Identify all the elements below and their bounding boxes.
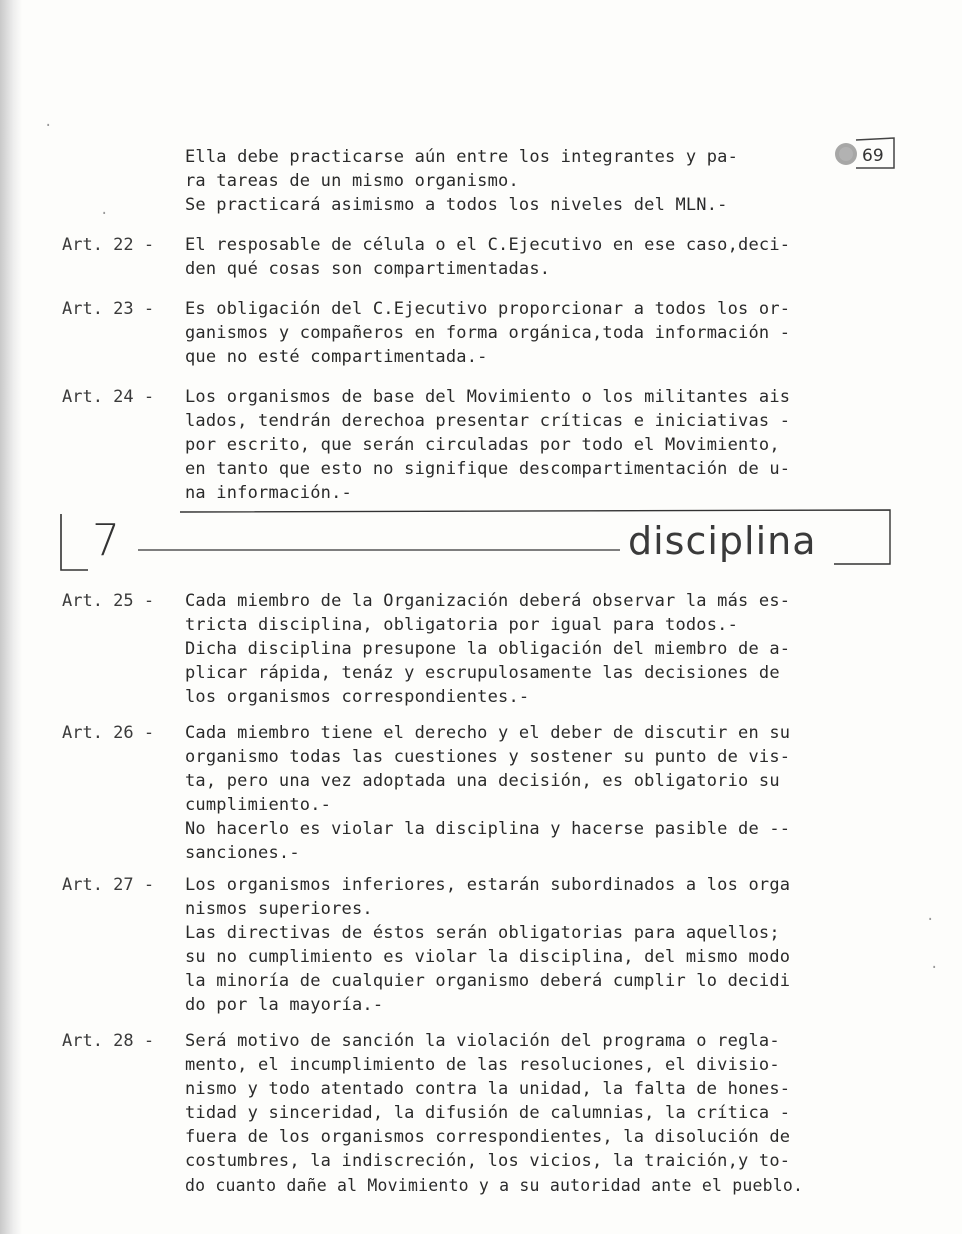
article-label: Art. 28 - — [62, 1031, 155, 1051]
article-line: ganismos y compañeros en forma orgánica,toda información - — [185, 323, 791, 343]
article-label: Art. 24 - — [62, 387, 155, 407]
scan-speck: · — [930, 960, 939, 976]
article-line: El resposable de célula o el C.Ejecutivo en ese caso,deci- — [185, 235, 791, 255]
article-line: den qué cosas son compartimentadas. — [185, 259, 551, 279]
article-line: Los organismos de base del Movimiento o los militantes ais — [185, 387, 791, 407]
intro-line: Ella debe practicarse aún entre los integrantes y pa- — [185, 147, 739, 167]
article-line: la minoría de cualquier organismo deberá cumplir lo decidi — [185, 971, 791, 991]
chapter-number: 7 — [92, 515, 120, 566]
article-line: Será motivo de sanción la violación del programa o regla- — [185, 1031, 780, 1051]
article-line: nismo y todo atentado contra la unidad, la falta de hones- — [185, 1079, 791, 1099]
article-label: Art. 27 - — [62, 875, 155, 895]
article-line: plicar rápida, tenáz y escrupulosamente las decisiones de — [185, 663, 780, 683]
article-line: los organismos correspondientes.- — [185, 687, 530, 707]
article-line: nismos superiores. — [185, 899, 373, 919]
article-line: Cada miembro de la Organización deberá observar la más es- — [185, 591, 791, 611]
article-line: organismo todas las cuestiones y sostener su punto de vis- — [185, 747, 791, 767]
page-number: 69 — [862, 146, 884, 166]
article-line: Los organismos inferiores, estarán subordinados a los orga — [185, 875, 791, 895]
article-line: fuera de los organismos correspondientes, la disolución de — [185, 1127, 791, 1147]
article-line: ta, pero una vez adoptada una decisión, es obligatorio su — [185, 771, 780, 791]
article-line: su no cumplimiento es violar la disciplina, del mismo modo — [185, 947, 791, 967]
article-line: Cada miembro tiene el derecho y el deber de discutir en su — [185, 723, 791, 743]
article-label: Art. 26 - — [62, 723, 155, 743]
article-line: do por la mayoría.- — [185, 995, 384, 1015]
scan-speck: · — [44, 118, 53, 134]
chapter-title: disciplina — [628, 519, 817, 563]
article-line: tidad y sinceridad, la difusión de calumnias, la crítica - — [185, 1103, 791, 1123]
article-line: mento, el incumplimiento de las resoluciones, el divisio- — [185, 1055, 780, 1075]
article-line: lados, tendrán derechoa presentar críticas e iniciativas - — [185, 411, 791, 431]
article-line: sanciones.- — [185, 843, 300, 863]
article-label: Art. 22 - — [62, 235, 155, 255]
article-line: Es obligación del C.Ejecutivo proporcionar a todos los or- — [185, 299, 791, 319]
article-line: que no esté compartimentada.- — [185, 347, 488, 367]
article-line: costumbres, la indiscreción, los vicios, la traición,y to- — [185, 1151, 791, 1171]
intro-line: ra tareas de un mismo organismo. — [185, 171, 519, 191]
article-line: por escrito, que serán circuladas por todo el Movimiento, — [185, 435, 780, 455]
scan-shadow — [0, 0, 22, 1234]
article-line: Las directivas de éstos serán obligatorias para aquellos; — [185, 923, 780, 943]
article-line: na información.- — [185, 483, 352, 503]
intro-line: Se practicará asimismo a todos los niveles del MLN.- — [185, 195, 728, 215]
article-label: Art. 23 - — [62, 299, 155, 319]
article-line: cumplimiento.- — [185, 795, 332, 815]
article-line: en tanto que esto no signifique descompartimentación de u- — [185, 459, 791, 479]
article-line: No hacerlo es violar la disciplina y hacerse pasible de -- — [185, 819, 791, 839]
article-line: tricta disciplina, obligatoria por igual para todos.- — [185, 615, 739, 635]
article-line: Dicha disciplina presupone la obligación del miembro de a- — [185, 639, 791, 659]
article-line: do cuanto dañe al Movimiento y a su autoridad ante el pueblo. — [185, 1176, 804, 1195]
scan-speck: · — [926, 912, 935, 928]
scan-speck: · — [100, 206, 109, 222]
article-label: Art. 25 - — [62, 591, 155, 611]
